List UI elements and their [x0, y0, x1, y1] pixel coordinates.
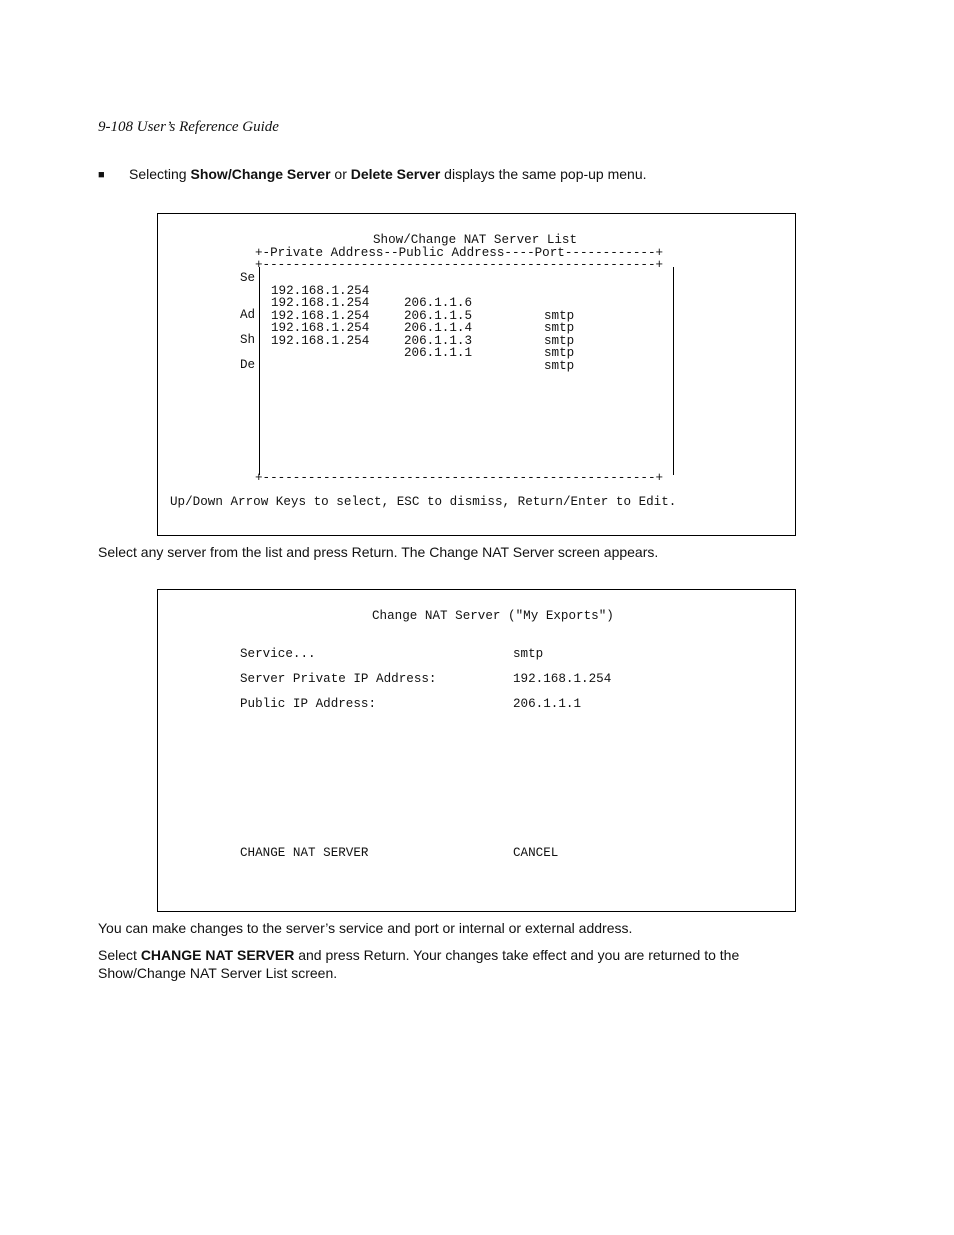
intro-bullet — [98, 166, 647, 184]
intro-text — [129, 166, 647, 184]
port: smtp — [544, 308, 575, 323]
public-address: 206.1.1.4 — [404, 321, 473, 335]
page-header: 9-108 User’s Reference Guide — [98, 119, 279, 135]
port: smtp — [544, 346, 575, 360]
intro-suffix: displays the same pop-up menu. — [440, 166, 647, 182]
list-top-border: +----------------------------------------------------+ — [255, 258, 664, 272]
para3-bold: CHANGE NAT SERVER — [140, 947, 295, 963]
change-title: Change NAT Server ("My Exports") — [372, 609, 614, 623]
public-ip-field[interactable]: 206.1.1.1 — [513, 697, 582, 711]
service-label: Service... — [240, 647, 316, 661]
intro-mid: or — [330, 166, 351, 182]
list-help-text: Up/Down Arrow Keys to select, ESC to dismiss, Return/Enter to Edit. — [170, 495, 677, 509]
bullet-icon: ■ — [98, 169, 105, 181]
public-address: 206.1.1.6 — [404, 296, 473, 310]
port: smtp — [544, 358, 575, 373]
port: smtp — [544, 333, 575, 348]
bg-menu-item-de: De — [240, 358, 256, 372]
private-address: 192.168.1.254 — [271, 296, 370, 310]
change-nat-server-button[interactable]: CHANGE NAT SERVER — [240, 846, 369, 860]
change-nat-server-screen — [157, 589, 796, 912]
private-ip-label: Server Private IP Address: — [240, 672, 437, 686]
intro-prefix: Selecting — [129, 166, 191, 182]
intro-bold-show-change: Show/Change Server — [190, 166, 331, 182]
para-select-server: Select any server from the list and press Return. The Change NAT Server screen appears. — [98, 544, 659, 560]
bg-menu-item-sh: Sh — [240, 333, 256, 347]
port: smtp — [544, 321, 575, 335]
list-title: Show/Change NAT Server List — [373, 233, 578, 247]
service-value[interactable]: smtp — [513, 647, 544, 661]
private-address: 192.168.1.254 — [271, 283, 370, 298]
private-address: 192.168.1.254 — [271, 308, 370, 323]
list-bottom-border: +----------------------------------------------------+ — [255, 471, 664, 485]
para3-suffix: and press Return. Your changes take effect and you are returned to the Show/Change NAT Server List screen. — [98, 947, 740, 981]
bg-menu-item-se: Se — [240, 271, 256, 285]
para3-prefix: Select — [98, 947, 141, 963]
nat-server-list-screen — [157, 213, 796, 536]
public-ip-label: Public IP Address: — [240, 697, 377, 711]
list-header-line: +-Private Address--Public Address----Port------------+ — [255, 246, 664, 260]
public-address: 206.1.1.1 — [404, 346, 473, 360]
server-list — [271, 272, 575, 373]
bg-menu-item-ad: Ad — [240, 308, 256, 322]
cancel-button[interactable]: CANCEL — [513, 846, 559, 860]
para-select-change — [98, 946, 818, 982]
private-address: 192.168.1.254 — [271, 333, 370, 348]
intro-bold-delete: Delete Server — [350, 166, 441, 182]
private-ip-field[interactable]: 192.168.1.254 — [513, 672, 612, 686]
private-address: 192.168.1.254 — [271, 321, 370, 335]
para-changes: You can make changes to the server’s service and port or internal or external address. — [98, 920, 633, 936]
public-address: 206.1.1.5 — [404, 308, 473, 323]
public-address: 206.1.1.3 — [404, 333, 473, 348]
